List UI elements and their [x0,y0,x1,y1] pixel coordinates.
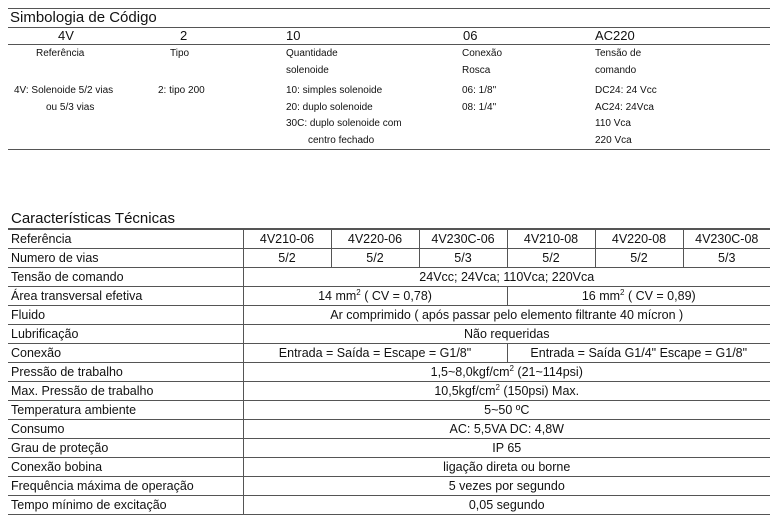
row-label: Frequência máxima de operação [8,477,243,496]
table-row [8,287,770,306]
desc-voltage-line: comando [595,64,637,76]
caracteristicas-section [8,210,770,515]
opt-connection-line: 06: 1/8" [462,85,497,96]
row-label: Área transversal efetiva [8,287,243,306]
value-text: 1,5~8,0kgf/cm [430,365,510,379]
opt-type-line: 2: tipo 200 [158,85,205,96]
model-cell: 4V210-06 [243,230,331,249]
row-label: Temperatura ambiente [8,401,243,420]
desc-solenoid-line: solenoide [286,64,329,76]
row-label: Conexão [8,344,243,363]
value-cell [243,363,770,382]
value-text: 16 mm [581,289,621,303]
superscript: 2 [509,363,514,373]
table-row [8,363,770,382]
row-label: Pressão de trabalho [8,363,243,382]
table-row [8,420,770,439]
opt-voltage-line: 220 Vca [595,134,632,146]
value-text: ( CV = 0,89) [624,289,696,303]
simbologia-section [8,8,770,150]
opt-reference-line: 4V: Solenoide 5/2 vias [14,85,114,96]
row-label: Conexão bobina [8,458,243,477]
desc-type [170,46,189,63]
code-row [8,28,770,45]
value-cell: 5~50 ºC [243,401,770,420]
spec-table [8,229,770,515]
model-cell: 4V230C-06 [419,230,507,249]
value-cell: AC: 5,5VA DC: 4,8W [243,420,770,439]
code-connection: 06 [463,28,478,43]
vias-cell: 5/2 [595,249,683,268]
desc-reference-line: Referência [36,48,85,59]
code-type: 2 [180,28,188,43]
vias-cell: 5/3 [683,249,770,268]
value-text: 10,5kgf/cm [434,384,496,398]
desc-connection [462,46,502,79]
vias-cell: 5/2 [507,249,595,268]
value-cell: IP 65 [243,439,770,458]
value-text: (21~114psi) [513,365,583,379]
desc-connection-line: Conexão [462,48,503,59]
code-reference: 4V [58,28,74,43]
table-row [8,496,770,515]
model-cell: 4V210-08 [507,230,595,249]
opt-voltage-line: AC24: 24Vca [595,101,654,113]
table-row [8,477,770,496]
options-row [8,81,770,150]
opt-connection-line: 08: 1/4" [462,101,497,113]
opt-type [158,83,205,100]
row-label: Numero de vias [8,249,243,268]
vias-cell: 5/3 [419,249,507,268]
opt-solenoid-line: 10: simples solenoide [286,85,383,96]
row-label: Fluido [8,306,243,325]
value-cell: Ar comprimido ( após passar pelo elemento filtrante 40 mícron ) [243,306,770,325]
desc-type-line: Tipo [170,48,190,59]
value-cell [243,382,770,401]
value-cell: ligação direta ou borne [243,458,770,477]
superscript: 2 [620,287,625,297]
row-label: Consumo [8,420,243,439]
desc-solenoid [286,46,338,79]
table-row [8,268,770,287]
value-cell-06 [243,287,507,306]
model-cell: 4V230C-08 [683,230,770,249]
vias-cell: 5/2 [243,249,331,268]
table-row [8,458,770,477]
description-row [8,45,770,81]
value-text: 14 mm [318,289,357,303]
table-row [8,382,770,401]
row-label: Tensão de comando [8,268,243,287]
superscript: 2 [495,382,500,392]
model-cell: 4V220-08 [595,230,683,249]
table-row [8,306,770,325]
opt-voltage-line: DC24: 24 Vcc [595,85,657,96]
opt-solenoid-line: centro fechado [308,134,375,146]
superscript: 2 [356,287,361,297]
caracteristicas-title: Características Técnicas [8,210,770,229]
value-cell-08 [507,287,770,306]
desc-reference [36,46,84,63]
value-cell: 24Vcc; 24Vca; 110Vca; 220Vca [243,268,770,287]
opt-connection [462,83,496,116]
desc-connection-line: Rosca [462,64,491,76]
opt-voltage-line: 110 Vca [595,118,631,129]
value-cell: 5 vezes por segundo [243,477,770,496]
code-voltage: AC220 [595,28,635,43]
opt-reference-line: ou 5/3 vias [46,101,95,113]
simbologia-title: Simbologia de Código [8,8,770,28]
desc-voltage [595,46,641,79]
table-row [8,344,770,363]
opt-reference [14,83,113,116]
vias-cell: 5/2 [331,249,419,268]
row-label: Grau de proteção [8,439,243,458]
table-row [8,325,770,344]
row-label: Max. Pressão de trabalho [8,382,243,401]
table-row [8,230,770,249]
value-cell-08: Entrada = Saída G1/4" Escape = G1/8" [507,344,770,363]
value-cell: 0,05 segundo [243,496,770,515]
row-label: Tempo mínimo de excitação [8,496,243,515]
value-text: ( CV = 0,78) [360,289,432,303]
row-label: Referência [8,230,243,249]
opt-solenoid-line: 20: duplo solenoide [286,101,373,113]
model-cell: 4V220-06 [331,230,419,249]
desc-voltage-line: Tensão de [595,48,642,59]
table-row [8,401,770,420]
code-solenoid: 10 [286,28,301,43]
value-text: (150psi) Max. [499,384,580,398]
value-cell: Não requeridas [243,325,770,344]
row-label: Lubrificação [8,325,243,344]
desc-solenoid-line: Quantidade [286,48,338,59]
table-row [8,249,770,268]
opt-solenoid [286,83,402,149]
table-row [8,439,770,458]
opt-voltage [595,83,657,149]
opt-solenoid-line: 30C: duplo solenoide com [286,118,402,129]
value-cell-06: Entrada = Saída = Escape = G1/8" [243,344,507,363]
